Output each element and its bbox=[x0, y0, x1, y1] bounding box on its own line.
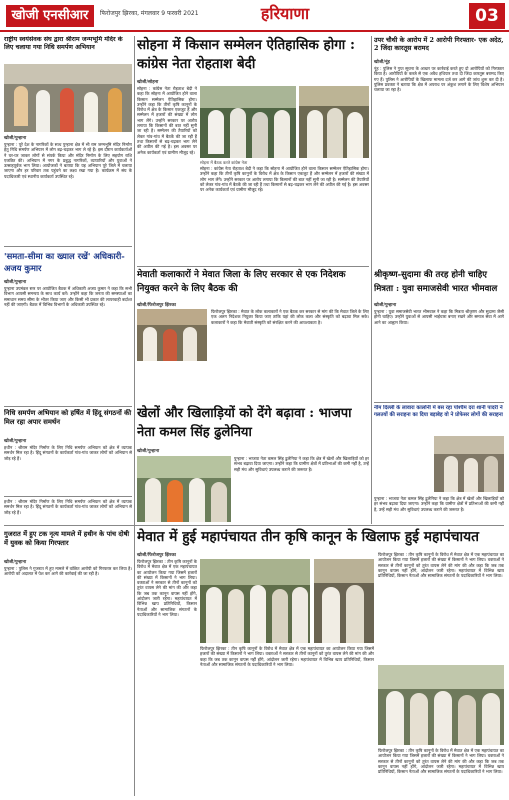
lead-byline: खोजी/सोहना bbox=[137, 80, 159, 85]
story3-body-cont: हथीन : श्रीराम मंदिर निर्माण के लिए निधि समर्पण अभियान को क्षेत्र में व्यापक समर्थन मिल रहा है। हिंदू संगठनों के कार्यकर्ता गांव-गांव जाकर लोगों को अभियान से जोड़ रहे हैं। bbox=[4, 499, 132, 515]
mewat-photo bbox=[137, 309, 207, 361]
mahapanchayat-byline: खोजी/फिरोजपुर झिरका bbox=[137, 553, 176, 558]
uparchauth-byline: खोजी/नूंह bbox=[374, 60, 390, 65]
story3-headline: निधि समर्पण अभियान को हर्षित में हिंदू संगठनों की मिल रहा अपार समर्थन bbox=[4, 409, 132, 426]
page-number: 03 bbox=[469, 3, 505, 29]
mewat-body: फिरोजपुर झिरका : मेवात के लोक कलाकारों ने एक बैठक कर सरकार से मांग की कि मेवात जिले के लिए एक अलग निदेशक नियुक्त किया जाए ताकि यहां की लोक कला और संस्कृति को बढ़ावा मिल सके। कलाकारों ने कहा कि मेवाती संस्कृति को संरक्षित करने की आवश्यकता है। bbox=[211, 309, 369, 325]
khelo-body: पुन्हाना : भाजपा नेता कमल सिंह ढुलेनिया ने कहा कि क्षेत्र में खेलों और खिलाड़ियों को हर संभव बढ़ावा दिया जाएगा। उन्होंने कहा कि ग्रामीण क्षेत्रों में प्रतिभाओं की कमी नहीं है, उन्हें सही मंच और सुविधाएं उपलब्ध कराने की जरूरत है। bbox=[234, 456, 369, 472]
uparchauth-body: नूंह : पुलिस ने गुप्त सूचना के आधार पर कार्रवाई करते हुए दो आरोपियों को गिरफ्तार किया है। आरोपियों के कब्जे से एक अवैध हथियार तथा दो जिंदा कारतूस बरामद किए गए हैं। पुलिस ने आरोपियों के खिलाफ मामला दर्ज कर आगे की जांच शुरू कर दी है। पुलिस प्रवक्ता ने बताया कि क्षेत्र में अपराध पर अंकुश लगाने के लिए विशेष अभियान चलाया जा रहा है। bbox=[374, 66, 504, 93]
khelo-byline: खोजी/पुन्हाना bbox=[137, 449, 160, 454]
mahapanchayat-body-right: फिरोजपुर झिरका : तीन कृषि कानूनों के विरोध में मेवात क्षेत्र में एक महापंचायत का आयोजन किया गया जिसमें हजारों की संख्या में किसानों ने भाग लिया। वक्ताओं ने सरकार से तीनों कानूनों को तुरंत वापस लेने की मांग की और कहा कि जब तक कानून वापस नहीं होंगे, आंदोलन जारी रहेगा। महापंचायत में विभिन्न खाप प्रतिनिधियों, किसान नेताओं और सामाजिक संगठनों के पदाधिकारियों ने भाग लिया। bbox=[378, 552, 504, 579]
story1-body: पुन्हाना : पूरे देश के नागरिकों के साथ पुन्हाना क्षेत्र में भी राम जन्मभूमि मंदिर निर्माण हेतु निधि समर्पण अभियान में लोग बढ़-चढ़कर भाग ले रहे हैं। इस दौरान कार्यकर्ताओं ने घर-घर जाकर लोगों से संपर्क किया और मंदिर निर्माण के लिए सहयोग राशि एकत्रित की। अभियान में नगर के प्रबुद्ध नागरिकों, व्यापारियों और युवाओं ने उत्साहपूर्वक भाग लिया। आयोजकों ने बताया कि यह अभियान पूरे जिले में चलाया जाएगा और हर परिवार तक पहुंचने का लक्ष्य रखा गया है। कार्यक्रम में संघ के पदाधिकारी एवं स्थानीय कार्यकर्ता उपस्थित रहे। bbox=[4, 142, 132, 179]
story3-byline: खोजी/पुन्हाना bbox=[4, 439, 27, 444]
mahapanchayat-photo-2 bbox=[314, 559, 374, 643]
story2-headline: 'समता-सीमा का ख्याल रखें' अधिकारी-अजय कुमार bbox=[4, 251, 125, 273]
story1-photo bbox=[4, 64, 132, 132]
issue-date: फिरोजपुर झिरका, मंगलवार 9 फरवरी 2021 bbox=[100, 10, 199, 17]
story1-headline: राष्ट्रीय स्वयंसेवक संघ द्वारा श्रीराम जन्मभूमि मंदिर के लिए चलाया गया निधि समर्पण अभियान bbox=[4, 36, 123, 51]
lead-photo bbox=[200, 86, 296, 158]
story2-body: पुन्हाना उपमंडल स्तर पर आयोजित बैठक में अधिकारी अजय कुमार ने कहा कि सभी विभाग आपसी समन्वय के साथ कार्य करें। उन्होंने कहा कि जनता की समस्याओं का समाधान समय सीमा के भीतर किया जाए और किसी भी प्रकार की लापरवाही बर्दाश्त नहीं की जाएगी। बैठक में विभिन्न विभागों के अधिकारी उपस्थित रहे। bbox=[4, 286, 132, 307]
divider bbox=[4, 525, 504, 526]
mahapanchayat-photo bbox=[200, 559, 310, 643]
mewat-headline: मेवाती कलाकारों ने मेवात जिला के लिए सरकार से एक निदेशक नियुक्त करने के लिए बैठक की bbox=[137, 270, 346, 294]
khelo-photo bbox=[137, 456, 231, 522]
khelo-body-cont: पुन्हाना : भाजपा नेता कमल सिंह ढुलेनिया ने कहा कि क्षेत्र में खेलों और खिलाड़ियों को हर संभव बढ़ावा दिया जाएगा। उन्होंने कहा कि ग्रामीण क्षेत्रों में प्रतिभाओं की कमी नहीं है, उन्हें सही मंच और सुविधाएं उपलब्ध कराने की जरूरत है। bbox=[374, 496, 504, 512]
divider bbox=[4, 406, 132, 407]
mahapanchayat-body-right-2: फिरोजपुर झिरका : तीन कृषि कानूनों के विरोध में मेवात क्षेत्र में एक महापंचायत का आयोजन किया गया जिसमें हजारों की संख्या में किसानों ने भाग लिया। वक्ताओं ने सरकार से तीनों कानूनों को तुरंत वापस लेने की मांग की और कहा कि जब तक कानून वापस नहीं होंगे, आंदोलन जारी रहेगा। महापंचायत में विभिन्न खाप प्रतिनिधियों, किसान नेताओं और सामाजिक संगठनों के पदाधिकारियों ने भाग लिया। bbox=[378, 748, 504, 775]
divider bbox=[4, 246, 132, 247]
column-rule bbox=[134, 36, 135, 796]
lead-photo-caption: सोहना में बैठक करते कांग्रेस नेता bbox=[200, 160, 248, 165]
gujarat-body: पुन्हाना : पुलिस ने गुजरात में हुए मामले में वांछित आरोपी को गिरफ्तार कर लिया है। आरोपी को अदालत में पेश कर आगे की कार्रवाई की जा रही है। bbox=[4, 566, 132, 577]
delhi-note-photo bbox=[434, 436, 504, 492]
story3-body: हथीन : श्रीराम मंदिर निर्माण के लिए निधि समर्पण अभियान को क्षेत्र में व्यापक समर्थन मिल रहा है। हिंदू संगठनों के कार्यकर्ता गांव-गांव जाकर लोगों को अभियान से जोड़ रहे हैं। bbox=[4, 445, 132, 461]
gujarat-byline: खोजी/पुन्हाना bbox=[4, 560, 27, 565]
mahapanchayat-body-cont: फिरोजपुर झिरका : तीन कृषि कानूनों के विरोध में मेवात क्षेत्र में एक महापंचायत का आयोजन किया गया जिसमें हजारों की संख्या में किसानों ने भाग लिया। वक्ताओं ने सरकार से तीनों कानूनों को तुरंत वापस लेने की मांग की और कहा कि जब तक कानून वापस नहीं होंगे, आंदोलन जारी रहेगा। महापंचायत में विभिन्न खाप प्रतिनिधियों, किसान नेताओं और सामाजिक संगठनों के पदाधिकारियों ने भाग लिया। bbox=[200, 646, 374, 667]
delhi-note-headline: नीम दिल्ली के लावारा कालोनी में बस रहा पश्चिम दरा शानी पादरी ने गलतयों की सराहना का दिया बड़ाबेह वो ने प्रोफेसर लोगों की सराहना bbox=[374, 405, 503, 418]
mahapanchayat-body: फिरोजपुर झिरका : तीन कृषि कानूनों के विरोध में मेवात क्षेत्र में एक महापंचायत का आयोजन किया गया जिसमें हजारों की संख्या में किसानों ने भाग लिया। वक्ताओं ने सरकार से तीनों कानूनों को तुरंत वापस लेने की मांग की और कहा कि जब तक कानून वापस नहीं होंगे, आंदोलन जारी रहेगा। महापंचायत में विभिन्न खाप प्रतिनिधियों, किसान नेताओं और सामाजिक संगठनों के पदाधिकारियों ने भाग लिया। bbox=[137, 559, 197, 617]
newspaper-logo: खोजी एनसीआर bbox=[6, 5, 94, 27]
mahapanchayat-headline: मेवात में हुई महापंचायत तीन कृषि कानून के खिलाफ हुई महापंचायत bbox=[137, 529, 479, 545]
krishna-byline: खोजी/पुन्हाना bbox=[374, 303, 397, 308]
krishna-headline: श्रीकृष्ण-सुदामा की तरह होनी चाहिए मित्रता : युवा समाजसेवी भारत भीमवाल bbox=[374, 270, 498, 294]
divider bbox=[137, 266, 369, 267]
uparchauth-headline: उपर चौथी के आरोप में 2 आरोपी गिरफ्तार- एक अदेठ, 2 जिंदा कारतूस बरामद bbox=[374, 36, 504, 52]
story2-byline: खोजी/पुन्हाना bbox=[4, 280, 27, 285]
mewat-byline: खोजी/फिरोजपुर झिरका bbox=[137, 303, 176, 308]
section-title: हरियाणा bbox=[260, 4, 310, 23]
gujarat-headline: गुजरात में हुए टक नृत्य मामले में हथीन के पांच दोषी में युवक को किया गिरफ्तार bbox=[4, 530, 130, 547]
story1-byline: खोजी/पुन्हाना bbox=[4, 136, 27, 141]
lead-body-cont: सोहना : कांग्रेस नेता रोहताश बेदी ने कहा कि सोहना में आयोजित होने वाला किसान सम्मेलन ऐतिहासिक होगा। उन्होंने कहा कि तीनों कृषि कानूनों के विरोध में क्षेत्र के किसान एकजुट हैं और सम्मेलन में हजारों की संख्या में लोग भाग लेंगे। उन्होंने सरकार पर आरोप लगाया कि किसानों की बात नहीं सुनी जा रही है। सम्मेलन की तैयारियों को लेकर गांव-गांव में बैठकें की जा रही हैं तथा किसानों से बढ़-चढ़कर भाग लेने की अपील की गई है। इस अवसर पर अनेक कार्यकर्ता एवं ग्रामीण मौजूद रहे। bbox=[200, 166, 369, 193]
column-rule bbox=[371, 36, 372, 524]
masthead bbox=[0, 0, 509, 32]
divider bbox=[374, 402, 504, 403]
lead-body: सोहना : कांग्रेस नेता रोहताश बेदी ने कहा कि सोहना में आयोजित होने वाला किसान सम्मेलन ऐतिहासिक होगा। उन्होंने कहा कि तीनों कृषि कानूनों के विरोध में क्षेत्र के किसान एकजुट हैं और सम्मेलन में हजारों की संख्या में लोग भाग लेंगे। उन्होंने सरकार पर आरोप लगाया कि किसानों की बात नहीं सुनी जा रही है। सम्मेलन की तैयारियों को लेकर गांव-गांव में बैठकें की जा रही हैं तथा किसानों से बढ़-चढ़कर भाग लेने की अपील की गई है। इस अवसर पर अनेक कार्यकर्ता एवं ग्रामीण मौजूद रहे। bbox=[137, 86, 197, 155]
khelo-headline: खेलों और खिलाड़ियों को देंगे बढ़ावा : भाजपा नेता कमल सिंह ढुलेनिया bbox=[137, 406, 352, 440]
lead-photo-2 bbox=[299, 86, 369, 158]
divider bbox=[4, 496, 132, 497]
krishna-body: पुन्हाना : युवा समाजसेवी भारत भीमवाल ने कहा कि मित्रता श्रीकृष्ण और सुदामा जैसी होनी चाहिए। उन्होंने युवाओं से आपसी भाईचारा बनाए रखने और समाज सेवा में आगे आने का आह्वान किया। bbox=[374, 309, 504, 325]
mahapanchayat-photo-3 bbox=[378, 665, 504, 745]
lead-headline: सोहना में किसान सम्मेलन ऐतिहासिक होगा : कांग्रेस नेता रोहताश बेदी bbox=[137, 37, 355, 72]
